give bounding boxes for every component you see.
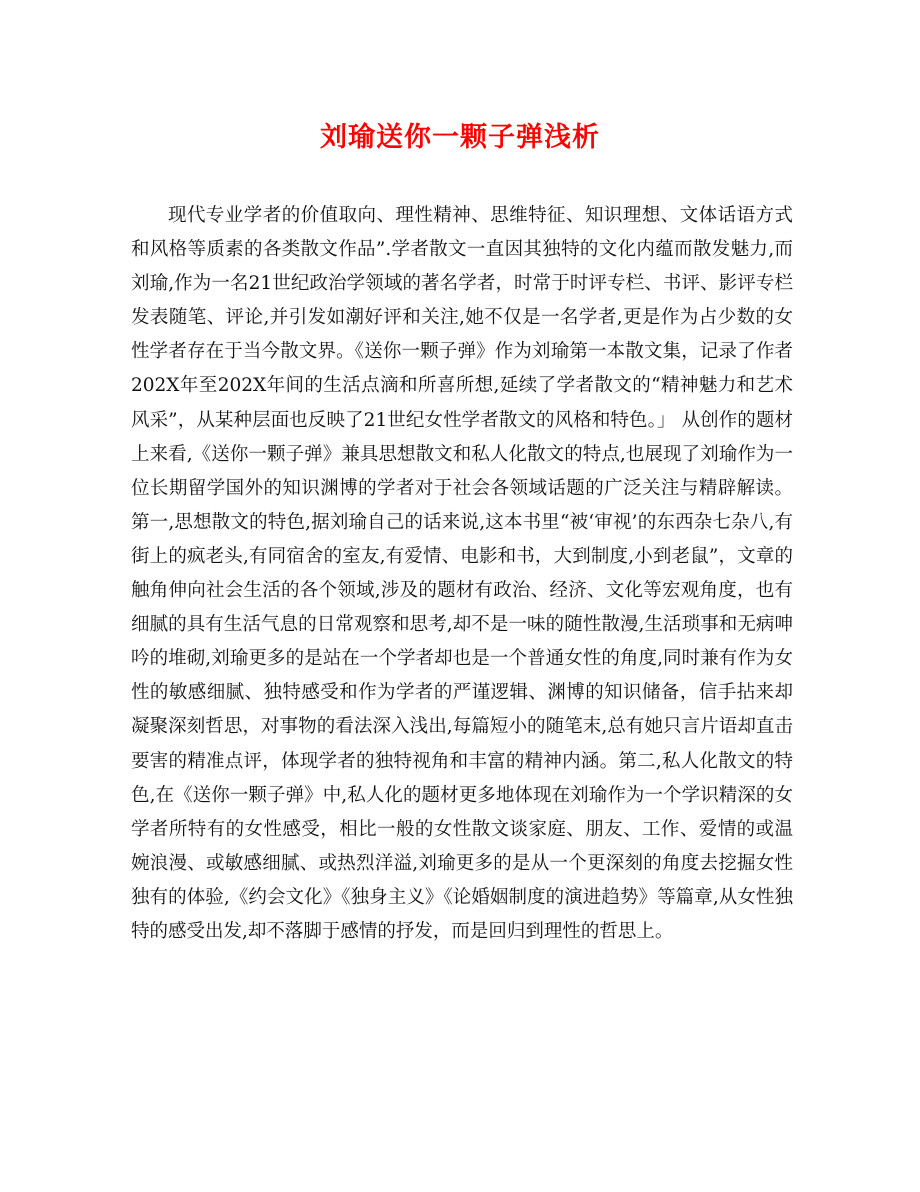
body-paragraph: 现代专业学者的价值取向、理性精神、思维特征、知识理想、文体话语方式和风格等质素的各类散文作品”.学者散文一直因其独特的文化内蕴而散发魅力,而刘瑜,作为一名21世纪政治学领域的著名学者，时常于时评专栏、书评、影评专栏发表随笔、评论,并引发如潮好评和关注,她不仅是一名学者,更是作为占少数的女性学者存在于当今散文界。《送你一颗子弹》作为刘瑜第一本散文集，记录了作者202X年至202X年间的生活点滴和所喜所想,延续了学者散文的“精神魅力和艺术风采”，从某种层面也反映了21世纪女性学者散文的风格和特色。」 从创作的题材上来看,《送你一颗子弹》兼具思想散文和私人化散文的特点,也展现了刘瑜作为一位长期留学国外的知识渊博的学者对于社会各领域话题的广泛关注与精辟解读。第一,思想散文的特色,据刘瑜自己的话来说,这本书里“被‘审视’的东西杂七杂八,有街上的疯老头,有同宿舍的室友,有爱情、电影和书，大到制度,小到老鼠”，文章的触角伸向社会生活的各个领域,涉及的题材有政治、经济、文化等宏观角度，也有细腻的具有生活气息的日常观察和思考,却不是一味的随性散漫,生活琐事和无病呻吟的堆砌,刘瑜更多的是站在一个学者却也是一个普通女性的角度,同时兼有作为女性的敏感细腻、独特感受和作为学者的严谨逻辑、渊博的知识储备，信手拈来却凝聚深刻哲思，对事物的看法深入浅出,每篇短小的随笔末,总有她只言片语却直击要害的精准点评，体现学者的独特视角和丰富的精神内涵。第二,私人化散文的特色,在《送你一颗子弹》中,私人化的题材更多地体现在刘瑜作为一个学识精深的女学者所特有的女性感受，相比一般的女性散文谈家庭、朋友、工作、爱情的或温婉浪漫、或敏感细腻、或热烈洋溢,刘瑜更多的是从一个更深刻的角度去挖掘女性独有的体验,《约会文化》《独身主义》《论婚姻制度的演进趋势》等篇章,从女性独特的感受出发,却不落脚于感情的抒发，而是回归到理性的哲思上。 xyxy=(131,205,793,942)
document-title: 刘瑜送你一颗子弹浅析 xyxy=(320,122,600,153)
